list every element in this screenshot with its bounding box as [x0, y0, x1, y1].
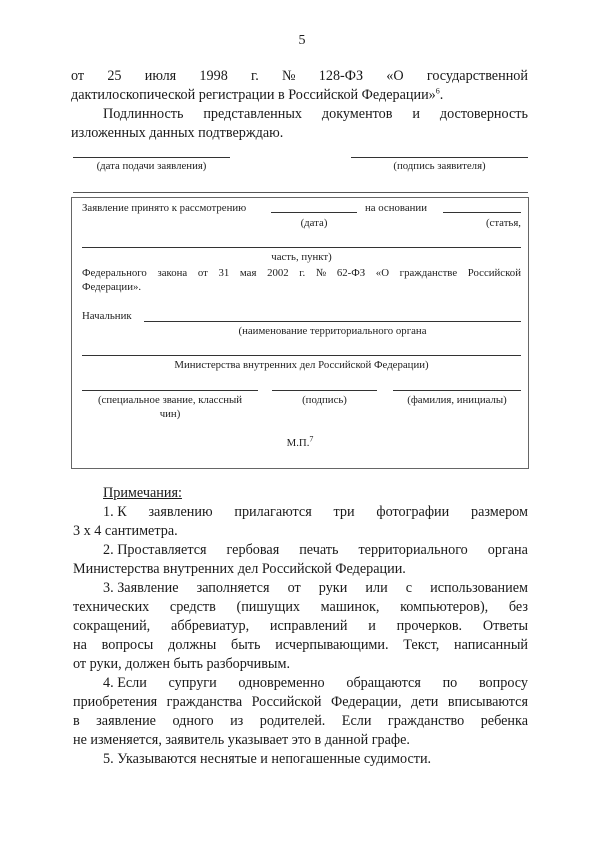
word: органа: [487, 542, 528, 558]
word: по: [442, 675, 458, 691]
word: №: [281, 68, 296, 84]
official-signature-caption: (подпись): [302, 394, 347, 406]
footnote-7: 7: [309, 434, 314, 444]
applicant-signature-caption: (подпись заявителя): [393, 160, 486, 172]
intro-line-2: [71, 86, 528, 105]
word: документов: [321, 106, 393, 122]
name-caption: (фамилия, инициалы): [407, 394, 507, 406]
applicant-signature-line[interactable]: [351, 157, 528, 158]
word: фотографии: [376, 504, 450, 520]
word: 1. К: [103, 504, 127, 520]
word: использованием: [430, 580, 528, 596]
date-submission-caption: (дата подачи заявления): [96, 160, 207, 172]
word: Федерального: [82, 267, 147, 279]
word: 25: [107, 68, 122, 84]
note-item-3: [73, 579, 528, 674]
word: 4. Если: [103, 675, 147, 691]
word: заполняется: [196, 580, 270, 596]
confirm-line-1: [103, 105, 528, 124]
basis-label: на основании: [365, 202, 427, 214]
word: №: [315, 267, 327, 279]
name-line[interactable]: [393, 390, 521, 391]
rank-line[interactable]: [82, 390, 258, 391]
acceptance-date-line[interactable]: [271, 212, 357, 213]
note-line: Министерства внутренних дел Российской Федерации.: [73, 561, 406, 577]
note-line: сокращений, аббревиатур, исправлений и прочерков. Ответы: [73, 618, 528, 634]
footnote-6: 6: [435, 86, 440, 96]
word: июля: [144, 68, 177, 84]
acceptance-date-caption: (дата): [300, 217, 328, 229]
note-line: от руки, должен быть разборчивым.: [73, 656, 290, 672]
word: 31: [218, 267, 230, 279]
word: мая: [239, 267, 257, 279]
word: заявлению: [148, 504, 213, 520]
word: 128-ФЗ: [318, 68, 364, 84]
word: или: [365, 580, 388, 596]
rank-caption-2: чин): [159, 408, 181, 420]
word: Российской: [467, 267, 521, 279]
word: 62-ФЗ: [336, 267, 366, 279]
intro-line-1: [71, 67, 528, 86]
word: вопросу: [478, 675, 528, 691]
note-line: технических средств (пишущих машинок, компьютеров), без: [73, 599, 528, 615]
intro-line-2-end: .: [439, 87, 444, 103]
word: и: [412, 106, 420, 122]
note-line: не изменяется, заявитель указывает это в данной графе.: [73, 732, 410, 748]
org-caption-1: (наименование территориального органа: [238, 325, 427, 337]
word: супруги: [168, 675, 217, 691]
note-item-5: [73, 750, 528, 769]
separator-line: [73, 192, 528, 193]
word: достоверность: [439, 106, 528, 122]
confirm-line-2: изложенных данных подтверждаю.: [71, 125, 284, 141]
word: закона: [157, 267, 188, 279]
word: прилагаются: [234, 504, 312, 520]
note-line: в заявление одного из родителей. Если гражданство ребенка: [73, 713, 528, 729]
part-point-line[interactable]: [82, 247, 521, 248]
word: обращаются: [346, 675, 421, 691]
word: 1998: [199, 68, 228, 84]
word: от: [197, 267, 208, 279]
note-item-1: [73, 503, 528, 541]
notes-title: Примечания:: [103, 485, 182, 501]
rank-caption-1: (специальное звание, классный: [97, 394, 243, 406]
note-item-2: [73, 541, 528, 579]
word: «О: [386, 68, 404, 84]
law-line-1: [82, 266, 521, 280]
word: государственной: [426, 68, 528, 84]
note-first-line: 5. Указываются неснятые и непогашенные судимости.: [103, 751, 432, 767]
note-item-4: [73, 674, 528, 750]
word: 2002: [267, 267, 289, 279]
word: 2. Проставляется: [103, 542, 207, 558]
note-line: приобретения гражданства Российской Федерации, дети вписываются: [73, 694, 528, 710]
accepted-label: Заявление принято к рассмотрению: [82, 202, 247, 214]
law-line-2: Федерации».: [82, 281, 142, 293]
stamp-place: [71, 436, 529, 450]
article-line[interactable]: [443, 212, 521, 213]
word: Подлинность: [103, 106, 184, 122]
note-first-line: [73, 541, 528, 560]
article-caption: (статья,: [485, 217, 521, 229]
stamp-label: М.П.: [286, 437, 310, 449]
official-signature-line[interactable]: [272, 390, 377, 391]
note-first-line: [73, 674, 528, 693]
intro-line-2-text: дактилоскопической регистрации в Российской Федерации»: [71, 87, 436, 103]
word: представленных: [203, 106, 302, 122]
word: гражданстве: [399, 267, 458, 279]
word: три: [333, 504, 355, 520]
note-first-line: [73, 579, 528, 598]
word: с: [405, 580, 413, 596]
word: территориального: [358, 542, 468, 558]
org-line[interactable]: [82, 355, 521, 356]
note-first-line: [73, 503, 528, 522]
word: руки: [318, 580, 348, 596]
chief-line[interactable]: [144, 321, 521, 322]
notes-list: [73, 503, 528, 769]
word: печать: [299, 542, 339, 558]
word: 3. Заявление: [103, 580, 179, 596]
word: «О: [375, 267, 389, 279]
page-number: 5: [298, 33, 306, 48]
note-line: на вопросы должны быть исчерпывающими. Текст, написанный: [73, 637, 528, 653]
word: размером: [471, 504, 528, 520]
word: от: [287, 580, 301, 596]
word: г.: [299, 267, 306, 279]
chief-label: Начальник: [82, 310, 132, 322]
rank-caption: [82, 393, 258, 421]
part-point-caption: часть, пункт): [271, 251, 332, 263]
note-line: 3 х 4 сантиметра.: [73, 523, 178, 539]
word: от: [71, 68, 85, 84]
date-submission-line[interactable]: [73, 157, 230, 158]
word: одновременно: [238, 675, 325, 691]
org-caption-2: Министерства внутренних дел Российской Федерации): [174, 359, 429, 371]
word: гербовая: [226, 542, 280, 558]
word: г.: [251, 68, 259, 84]
